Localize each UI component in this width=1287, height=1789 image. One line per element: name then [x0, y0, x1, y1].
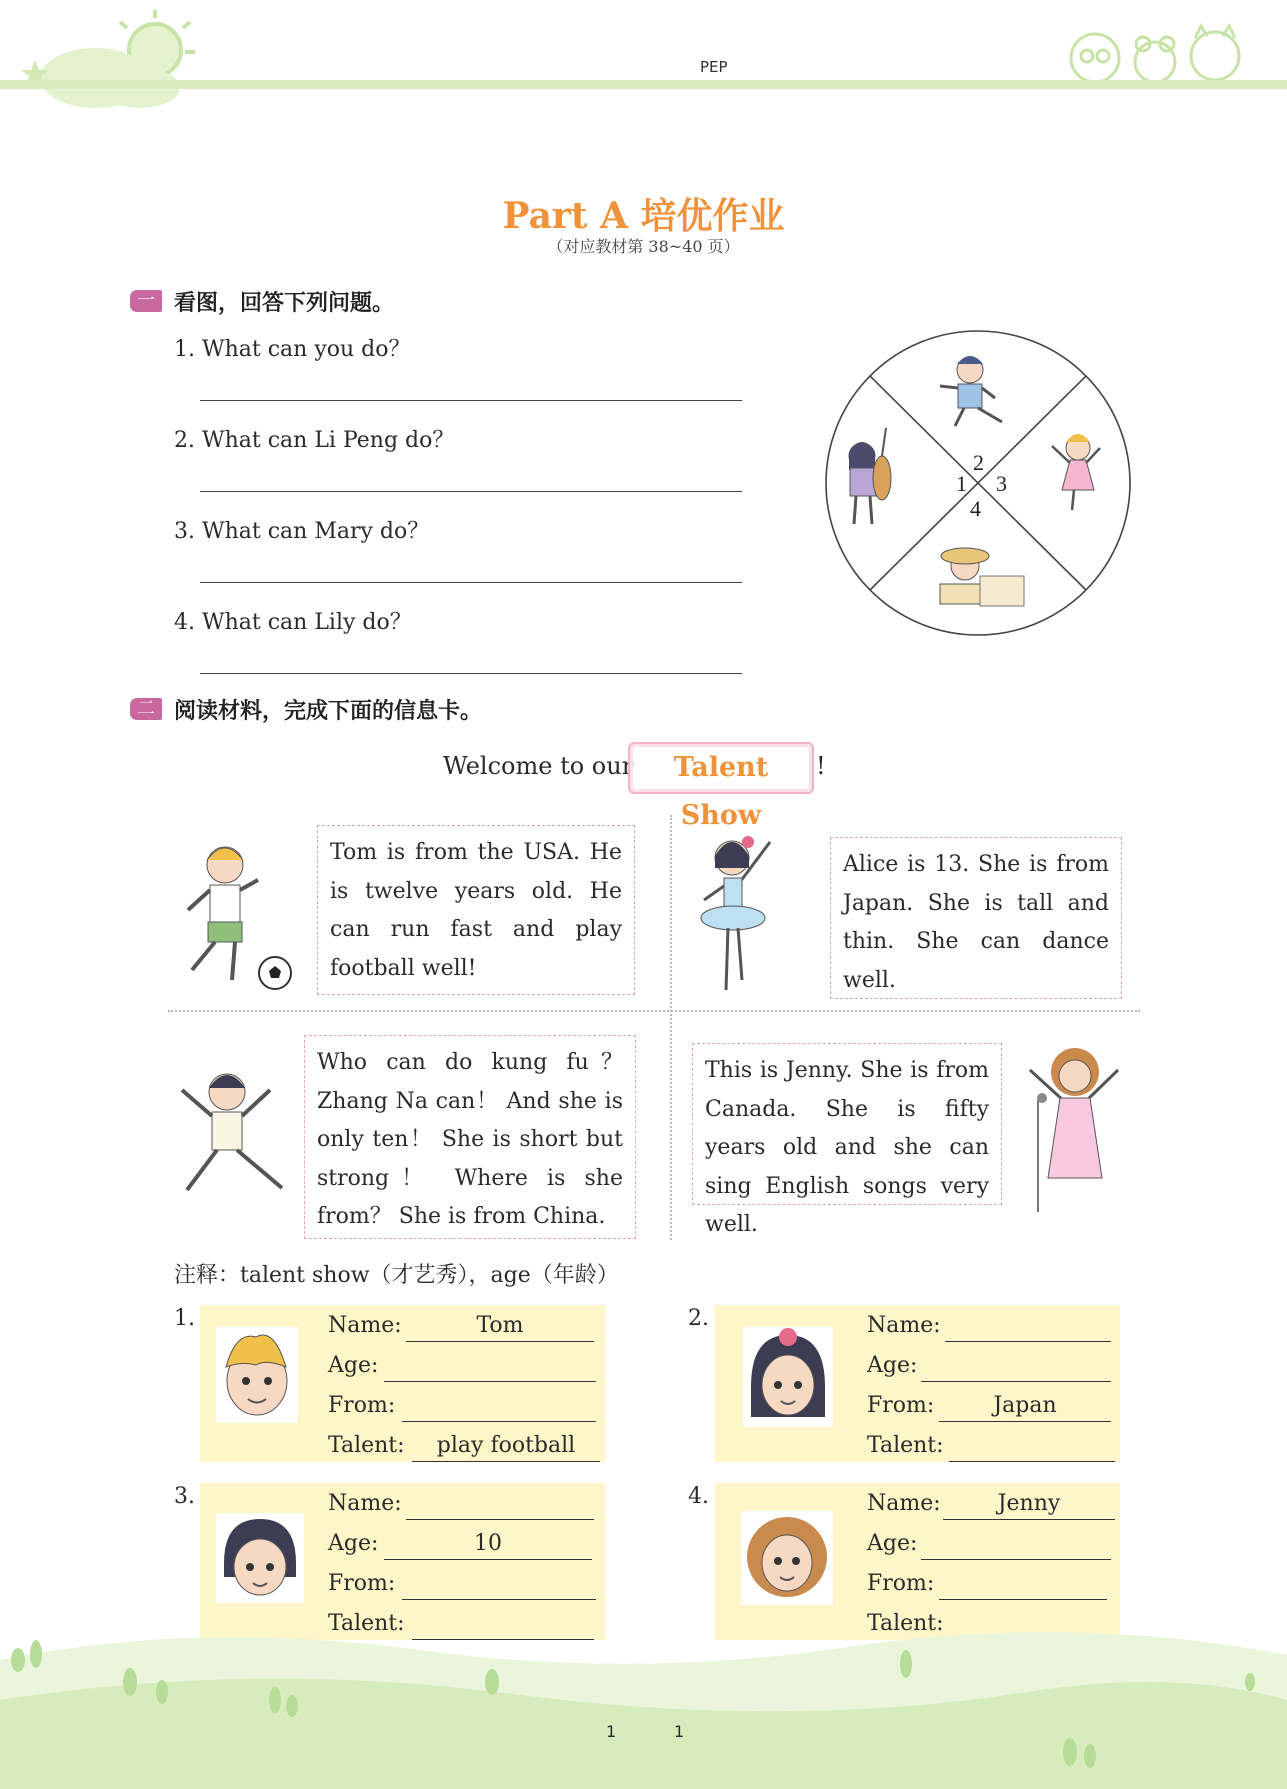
story-jenny: [692, 1043, 1002, 1237]
story-zhangna: [304, 1035, 636, 1239]
sun-cloud-decoration: [0, 0, 220, 120]
zhangna-kungfu-figure: [172, 1060, 297, 1210]
card-4-name-line[interactable]: [943, 1519, 1115, 1520]
welcome-prefix: Welcome to our: [443, 752, 634, 780]
question-2: 2. What can Li Peng do？: [174, 428, 455, 453]
card-1-name-value[interactable]: Tom: [476, 1313, 524, 1338]
card-4-name-label: Name:: [867, 1491, 941, 1516]
jenny-singing-figure: [1010, 1040, 1135, 1220]
card-4-age-label: Age:: [867, 1531, 918, 1556]
info-card-3: [200, 1483, 605, 1640]
talent-show-highlight: Talent Show: [628, 742, 814, 794]
card-1-name-line[interactable]: [406, 1341, 594, 1342]
section1-badge: 一: [130, 290, 162, 312]
card-1-age-label: Age:: [328, 1353, 379, 1378]
card-3-talent-label: Talent:: [328, 1611, 405, 1636]
tom-face-avatar: [216, 1327, 298, 1423]
story-alice-text: Alice is 13. She is from Japan. She is tall and thin. She can dance well.: [843, 852, 1109, 993]
card-3-age-line[interactable]: [384, 1559, 592, 1560]
wheel-label-1: 1: [956, 471, 967, 496]
page-number-left: 1: [606, 1722, 617, 1741]
card-2-name-line[interactable]: [945, 1341, 1111, 1342]
page-title: Part A 培优作业: [502, 195, 785, 237]
header-label: PEP: [700, 58, 728, 76]
card-2-number: 2.: [688, 1306, 709, 1331]
card-1-talent-label: Talent:: [328, 1433, 405, 1458]
card-1-name-label: Name:: [328, 1313, 402, 1338]
wheel-label-2: 2: [973, 450, 984, 475]
card-2-talent-label: Talent:: [867, 1433, 944, 1458]
zhangna-face-avatar: [216, 1513, 304, 1603]
card-4-from-line[interactable]: [939, 1599, 1107, 1600]
section1-instruction: 看图，回答下列问题。: [174, 290, 395, 316]
info-card-2: [715, 1305, 1120, 1462]
story-alice: [830, 837, 1122, 999]
wheel-label-3: 3: [996, 471, 1007, 496]
card-1-number: 1.: [174, 1306, 195, 1331]
story-divider-vertical: [670, 815, 672, 1240]
card-1-from-label: From:: [328, 1393, 396, 1418]
card-4-number: 4.: [688, 1484, 709, 1509]
card-3-name-line[interactable]: [406, 1519, 594, 1520]
activity-wheel: [820, 328, 1136, 638]
page-subtitle: （对应教材第 38~40 页）: [547, 237, 740, 256]
card-2-age-line[interactable]: [921, 1381, 1111, 1382]
card-4-age-line[interactable]: [921, 1559, 1111, 1560]
card-2-from-label: From:: [867, 1393, 935, 1418]
section2-instruction: 阅读材料，完成下面的信息卡。: [174, 698, 483, 724]
card-2-talent-line[interactable]: [949, 1461, 1115, 1462]
card-2-age-label: Age:: [867, 1353, 918, 1378]
answer-line-3[interactable]: [200, 582, 742, 583]
card-1-talent-line[interactable]: [412, 1461, 600, 1462]
card-4-from-label: From:: [867, 1571, 935, 1596]
answer-line-1[interactable]: [200, 400, 742, 401]
answer-line-2[interactable]: [200, 491, 742, 492]
grass-hills-decoration: [0, 1620, 1287, 1789]
card-3-from-line[interactable]: [402, 1599, 596, 1600]
card-2-from-value[interactable]: Japan: [993, 1393, 1057, 1418]
story-divider-horizontal: [168, 1010, 1140, 1012]
card-2-from-line[interactable]: [939, 1421, 1111, 1422]
card-4-name-value[interactable]: Jenny: [997, 1491, 1061, 1516]
answer-line-4[interactable]: [200, 673, 742, 674]
card-4-talent-label: Talent:: [867, 1611, 944, 1636]
card-1-from-line[interactable]: [402, 1421, 596, 1422]
question-3: 3. What can Mary do？: [174, 519, 430, 544]
header-bar: [0, 80, 1287, 89]
info-card-4: [715, 1483, 1120, 1640]
story-jenny-text: This is Jenny. She is from Canada. She is fifty years old and she can sing English songs very well.: [705, 1058, 989, 1237]
story-tom-text: Tom is from the USA. He is twelve years old. He can run fast and play football well!: [330, 840, 622, 981]
card-2-name-label: Name:: [867, 1313, 941, 1338]
card-1-age-line[interactable]: [384, 1381, 596, 1382]
question-1: 1. What can you do？: [174, 337, 411, 362]
card-1-talent-value[interactable]: play football: [436, 1433, 576, 1458]
tom-football-figure: [170, 840, 295, 1000]
page-number-right: 1: [674, 1722, 685, 1741]
alice-face-avatar: [743, 1327, 833, 1427]
story-tom: [317, 825, 635, 995]
vocab-note: 注释：talent show（才艺秀），age（年龄）: [174, 1263, 619, 1288]
jenny-face-avatar: [741, 1511, 833, 1605]
card-3-from-label: From:: [328, 1571, 396, 1596]
card-3-age-value[interactable]: 10: [474, 1531, 502, 1556]
welcome-suffix: !: [816, 752, 826, 780]
alice-ballet-figure: [690, 830, 800, 1000]
story-zhangna-text: Who can do kung fu？ Zhang Na can！ And she is only ten！ She is short but strong！ Where is she from？ She is from China.: [317, 1050, 623, 1229]
wheel-label-4: 4: [970, 496, 981, 521]
section2-badge: 二: [130, 698, 162, 720]
card-3-number: 3.: [174, 1484, 195, 1509]
card-3-age-label: Age:: [328, 1531, 379, 1556]
card-3-name-label: Name:: [328, 1491, 402, 1516]
question-4: 4. What can Lily do？: [174, 610, 412, 635]
info-card-1: [200, 1305, 605, 1462]
